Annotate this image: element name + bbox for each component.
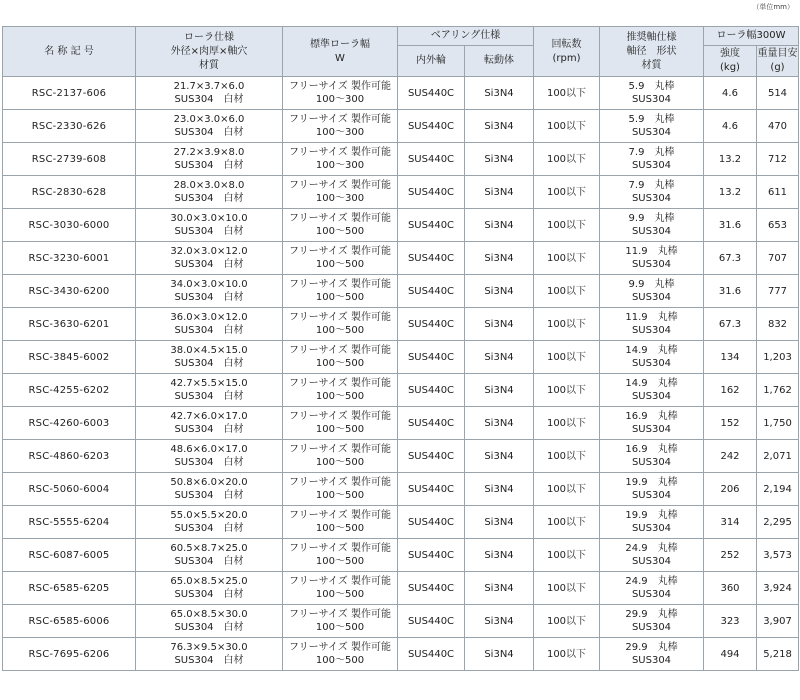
bearing-outer-cell: SUS440C bbox=[398, 308, 465, 341]
bearing-outer-cell: SUS440C bbox=[398, 473, 465, 506]
header-roller-300w: ローラ幅300W bbox=[704, 27, 799, 46]
bearing-rolling-cell: Si3N4 bbox=[465, 77, 534, 110]
model-code: RSC-2739-608 bbox=[3, 143, 136, 176]
bearing-rolling-cell: Si3N4 bbox=[465, 209, 534, 242]
bearing-outer-cell: SUS440C bbox=[398, 77, 465, 110]
shaft-spec-cell: 19.9 丸棒 SUS304 bbox=[600, 506, 704, 539]
bearing-rolling-cell: Si3N4 bbox=[465, 374, 534, 407]
bearing-rolling-cell: Si3N4 bbox=[465, 440, 534, 473]
bearing-outer-cell: SUS440C bbox=[398, 605, 465, 638]
standard-width-cell: フリーサイズ 製作可能 100～500 bbox=[283, 308, 398, 341]
header-weight: 重量目安 (g) bbox=[757, 46, 799, 77]
unit-note: （単位mm） bbox=[752, 3, 794, 11]
bearing-rolling-cell: Si3N4 bbox=[465, 572, 534, 605]
table-row bbox=[3, 572, 799, 605]
strength-cell: 323 bbox=[704, 605, 757, 638]
roller-spec-cell: 42.7×6.0×17.0 SUS304 白材 bbox=[136, 407, 283, 440]
roller-spec-cell: 48.6×6.0×17.0 SUS304 白材 bbox=[136, 440, 283, 473]
table-row bbox=[3, 440, 799, 473]
bearing-rolling-cell: Si3N4 bbox=[465, 308, 534, 341]
table-row bbox=[3, 242, 799, 275]
bearing-outer-cell: SUS440C bbox=[398, 638, 465, 671]
weight-cell: 514 bbox=[757, 77, 799, 110]
weight-cell: 611 bbox=[757, 176, 799, 209]
bearing-rolling-cell: Si3N4 bbox=[465, 506, 534, 539]
weight-cell: 3,573 bbox=[757, 539, 799, 572]
standard-width-cell: フリーサイズ 製作可能 100～500 bbox=[283, 341, 398, 374]
table-body bbox=[3, 77, 799, 671]
strength-cell: 67.3 bbox=[704, 308, 757, 341]
roller-spec-cell: 42.7×5.5×15.0 SUS304 白材 bbox=[136, 374, 283, 407]
table-row bbox=[3, 506, 799, 539]
table-row bbox=[3, 308, 799, 341]
standard-width-cell: フリーサイズ 製作可能 100～300 bbox=[283, 110, 398, 143]
rpm-cell: 100以下 bbox=[534, 209, 600, 242]
rpm-cell: 100以下 bbox=[534, 176, 600, 209]
strength-cell: 4.6 bbox=[704, 77, 757, 110]
strength-cell: 152 bbox=[704, 407, 757, 440]
table-row bbox=[3, 143, 799, 176]
strength-cell: 4.6 bbox=[704, 110, 757, 143]
bearing-rolling-cell: Si3N4 bbox=[465, 605, 534, 638]
bearing-rolling-cell: Si3N4 bbox=[465, 473, 534, 506]
rpm-cell: 100以下 bbox=[534, 77, 600, 110]
bearing-rolling-cell: Si3N4 bbox=[465, 407, 534, 440]
header-strength: 強度 (kg) bbox=[704, 46, 757, 77]
table-row bbox=[3, 275, 799, 308]
shaft-spec-cell: 7.9 丸棒 SUS304 bbox=[600, 143, 704, 176]
model-code: RSC-4260-6003 bbox=[3, 407, 136, 440]
bearing-outer-cell: SUS440C bbox=[398, 110, 465, 143]
bearing-outer-cell: SUS440C bbox=[398, 506, 465, 539]
rpm-cell: 100以下 bbox=[534, 110, 600, 143]
shaft-spec-cell: 24.9 丸棒 SUS304 bbox=[600, 539, 704, 572]
standard-width-cell: フリーサイズ 製作可能 100～500 bbox=[283, 473, 398, 506]
model-code: RSC-3030-6000 bbox=[3, 209, 136, 242]
bearing-rolling-cell: Si3N4 bbox=[465, 275, 534, 308]
shaft-spec-cell: 16.9 丸棒 SUS304 bbox=[600, 407, 704, 440]
weight-cell: 2,194 bbox=[757, 473, 799, 506]
weight-cell: 3,924 bbox=[757, 572, 799, 605]
rpm-cell: 100以下 bbox=[534, 572, 600, 605]
roller-spec-cell: 21.7×3.7×6.0 SUS304 白材 bbox=[136, 77, 283, 110]
shaft-spec-cell: 29.9 丸棒 SUS304 bbox=[600, 605, 704, 638]
strength-cell: 494 bbox=[704, 638, 757, 671]
rpm-cell: 100以下 bbox=[534, 143, 600, 176]
model-code: RSC-7695-6206 bbox=[3, 638, 136, 671]
rpm-cell: 100以下 bbox=[534, 605, 600, 638]
strength-cell: 314 bbox=[704, 506, 757, 539]
standard-width-cell: フリーサイズ 製作可能 100～500 bbox=[283, 275, 398, 308]
table-header bbox=[3, 27, 799, 77]
rpm-cell: 100以下 bbox=[534, 539, 600, 572]
table-row bbox=[3, 638, 799, 671]
bearing-outer-cell: SUS440C bbox=[398, 539, 465, 572]
model-code: RSC-6087-6005 bbox=[3, 539, 136, 572]
strength-cell: 13.2 bbox=[704, 143, 757, 176]
roller-spec-cell: 30.0×3.0×10.0 SUS304 白材 bbox=[136, 209, 283, 242]
rpm-cell: 100以下 bbox=[534, 341, 600, 374]
roller-spec-cell: 76.3×9.5×30.0 SUS304 白材 bbox=[136, 638, 283, 671]
header-rpm: 回転数 (rpm) bbox=[534, 27, 600, 77]
model-code: RSC-3845-6002 bbox=[3, 341, 136, 374]
standard-width-cell: フリーサイズ 製作可能 100～500 bbox=[283, 407, 398, 440]
bearing-rolling-cell: Si3N4 bbox=[465, 539, 534, 572]
strength-cell: 31.6 bbox=[704, 209, 757, 242]
roller-spec-cell: 50.8×6.0×20.0 SUS304 白材 bbox=[136, 473, 283, 506]
shaft-spec-cell: 24.9 丸棒 SUS304 bbox=[600, 572, 704, 605]
header-standard-width: 標準ローラ幅 W bbox=[283, 27, 398, 77]
shaft-spec-cell: 19.9 丸棒 SUS304 bbox=[600, 473, 704, 506]
model-code: RSC-3230-6001 bbox=[3, 242, 136, 275]
model-code: RSC-6585-6205 bbox=[3, 572, 136, 605]
strength-cell: 13.2 bbox=[704, 176, 757, 209]
roller-spec-cell: 38.0×4.5×15.0 SUS304 白材 bbox=[136, 341, 283, 374]
bearing-outer-cell: SUS440C bbox=[398, 440, 465, 473]
bearing-outer-cell: SUS440C bbox=[398, 572, 465, 605]
header-roller-spec: ローラ仕様 外径×肉厚×軸穴 材質 bbox=[136, 27, 283, 77]
table-row bbox=[3, 539, 799, 572]
standard-width-cell: フリーサイズ 製作可能 100～500 bbox=[283, 638, 398, 671]
bearing-outer-cell: SUS440C bbox=[398, 374, 465, 407]
model-code: RSC-4860-6203 bbox=[3, 440, 136, 473]
shaft-spec-cell: 5.9 丸棒 SUS304 bbox=[600, 110, 704, 143]
strength-cell: 252 bbox=[704, 539, 757, 572]
shaft-spec-cell: 7.9 丸棒 SUS304 bbox=[600, 176, 704, 209]
table-row bbox=[3, 341, 799, 374]
model-code: RSC-4255-6202 bbox=[3, 374, 136, 407]
table-row bbox=[3, 110, 799, 143]
weight-cell: 3,907 bbox=[757, 605, 799, 638]
rpm-cell: 100以下 bbox=[534, 374, 600, 407]
rpm-cell: 100以下 bbox=[534, 506, 600, 539]
standard-width-cell: フリーサイズ 製作可能 100～500 bbox=[283, 209, 398, 242]
model-code: RSC-2830-628 bbox=[3, 176, 136, 209]
header-name: 名 称 記 号 bbox=[3, 27, 136, 77]
roller-spec-cell: 34.0×3.0×10.0 SUS304 白材 bbox=[136, 275, 283, 308]
strength-cell: 162 bbox=[704, 374, 757, 407]
header-bearing-spec: ベアリング仕様 bbox=[398, 27, 534, 46]
weight-cell: 707 bbox=[757, 242, 799, 275]
shaft-spec-cell: 29.9 丸棒 SUS304 bbox=[600, 638, 704, 671]
header-bearing-rolling: 転動体 bbox=[465, 46, 534, 77]
rpm-cell: 100以下 bbox=[534, 275, 600, 308]
rpm-cell: 100以下 bbox=[534, 473, 600, 506]
roller-spec-cell: 55.0×5.5×20.0 SUS304 白材 bbox=[136, 506, 283, 539]
standard-width-cell: フリーサイズ 製作可能 100～500 bbox=[283, 242, 398, 275]
table-row bbox=[3, 374, 799, 407]
shaft-spec-cell: 9.9 丸棒 SUS304 bbox=[600, 209, 704, 242]
rpm-cell: 100以下 bbox=[534, 242, 600, 275]
spec-table bbox=[2, 26, 799, 671]
bearing-outer-cell: SUS440C bbox=[398, 176, 465, 209]
bearing-rolling-cell: Si3N4 bbox=[465, 341, 534, 374]
roller-spec-cell: 65.0×8.5×25.0 SUS304 白材 bbox=[136, 572, 283, 605]
standard-width-cell: フリーサイズ 製作可能 100～500 bbox=[283, 506, 398, 539]
weight-cell: 5,218 bbox=[757, 638, 799, 671]
bearing-outer-cell: SUS440C bbox=[398, 407, 465, 440]
bearing-rolling-cell: Si3N4 bbox=[465, 638, 534, 671]
rpm-cell: 100以下 bbox=[534, 638, 600, 671]
rpm-cell: 100以下 bbox=[534, 407, 600, 440]
weight-cell: 712 bbox=[757, 143, 799, 176]
strength-cell: 242 bbox=[704, 440, 757, 473]
shaft-spec-cell: 14.9 丸棒 SUS304 bbox=[600, 341, 704, 374]
standard-width-cell: フリーサイズ 製作可能 100～500 bbox=[283, 374, 398, 407]
shaft-spec-cell: 11.9 丸棒 SUS304 bbox=[600, 242, 704, 275]
standard-width-cell: フリーサイズ 製作可能 100～300 bbox=[283, 143, 398, 176]
bearing-rolling-cell: Si3N4 bbox=[465, 143, 534, 176]
table-row bbox=[3, 407, 799, 440]
model-code: RSC-2137-606 bbox=[3, 77, 136, 110]
model-code: RSC-3630-6201 bbox=[3, 308, 136, 341]
bearing-rolling-cell: Si3N4 bbox=[465, 242, 534, 275]
bearing-outer-cell: SUS440C bbox=[398, 275, 465, 308]
weight-cell: 2,295 bbox=[757, 506, 799, 539]
strength-cell: 134 bbox=[704, 341, 757, 374]
shaft-spec-cell: 14.9 丸棒 SUS304 bbox=[600, 374, 704, 407]
weight-cell: 2,071 bbox=[757, 440, 799, 473]
shaft-spec-cell: 5.9 丸棒 SUS304 bbox=[600, 77, 704, 110]
model-code: RSC-6585-6006 bbox=[3, 605, 136, 638]
rpm-cell: 100以下 bbox=[534, 308, 600, 341]
model-code: RSC-2330-626 bbox=[3, 110, 136, 143]
weight-cell: 653 bbox=[757, 209, 799, 242]
strength-cell: 206 bbox=[704, 473, 757, 506]
roller-spec-cell: 60.5×8.7×25.0 SUS304 白材 bbox=[136, 539, 283, 572]
header-bearing-outer: 内外輪 bbox=[398, 46, 465, 77]
model-code: RSC-5060-6004 bbox=[3, 473, 136, 506]
strength-cell: 360 bbox=[704, 572, 757, 605]
rpm-cell: 100以下 bbox=[534, 440, 600, 473]
strength-cell: 31.6 bbox=[704, 275, 757, 308]
model-code: RSC-3430-6200 bbox=[3, 275, 136, 308]
shaft-spec-cell: 11.9 丸棒 SUS304 bbox=[600, 308, 704, 341]
strength-cell: 67.3 bbox=[704, 242, 757, 275]
weight-cell: 1,762 bbox=[757, 374, 799, 407]
bearing-outer-cell: SUS440C bbox=[398, 143, 465, 176]
standard-width-cell: フリーサイズ 製作可能 100～500 bbox=[283, 572, 398, 605]
weight-cell: 832 bbox=[757, 308, 799, 341]
standard-width-cell: フリーサイズ 製作可能 100～500 bbox=[283, 440, 398, 473]
standard-width-cell: フリーサイズ 製作可能 100～500 bbox=[283, 539, 398, 572]
table-row bbox=[3, 209, 799, 242]
bearing-rolling-cell: Si3N4 bbox=[465, 110, 534, 143]
bearing-outer-cell: SUS440C bbox=[398, 341, 465, 374]
weight-cell: 1,750 bbox=[757, 407, 799, 440]
table-row bbox=[3, 605, 799, 638]
weight-cell: 777 bbox=[757, 275, 799, 308]
shaft-spec-cell: 16.9 丸棒 SUS304 bbox=[600, 440, 704, 473]
bearing-outer-cell: SUS440C bbox=[398, 209, 465, 242]
roller-spec-cell: 36.0×3.0×12.0 SUS304 白材 bbox=[136, 308, 283, 341]
roller-spec-cell: 32.0×3.0×12.0 SUS304 白材 bbox=[136, 242, 283, 275]
header-shaft-spec: 推奨軸仕様 軸径 形状 材質 bbox=[600, 27, 704, 77]
standard-width-cell: フリーサイズ 製作可能 100～300 bbox=[283, 176, 398, 209]
weight-cell: 1,203 bbox=[757, 341, 799, 374]
standard-width-cell: フリーサイズ 製作可能 100～500 bbox=[283, 605, 398, 638]
model-code: RSC-5555-6204 bbox=[3, 506, 136, 539]
weight-cell: 470 bbox=[757, 110, 799, 143]
table-row bbox=[3, 176, 799, 209]
standard-width-cell: フリーサイズ 製作可能 100～300 bbox=[283, 77, 398, 110]
bearing-outer-cell: SUS440C bbox=[398, 242, 465, 275]
roller-spec-cell: 27.2×3.9×8.0 SUS304 白材 bbox=[136, 143, 283, 176]
roller-spec-cell: 23.0×3.0×6.0 SUS304 白材 bbox=[136, 110, 283, 143]
table-row bbox=[3, 77, 799, 110]
roller-spec-cell: 65.0×8.5×30.0 SUS304 白材 bbox=[136, 605, 283, 638]
bearing-rolling-cell: Si3N4 bbox=[465, 176, 534, 209]
shaft-spec-cell: 9.9 丸棒 SUS304 bbox=[600, 275, 704, 308]
roller-spec-cell: 28.0×3.0×8.0 SUS304 白材 bbox=[136, 176, 283, 209]
table-row bbox=[3, 473, 799, 506]
